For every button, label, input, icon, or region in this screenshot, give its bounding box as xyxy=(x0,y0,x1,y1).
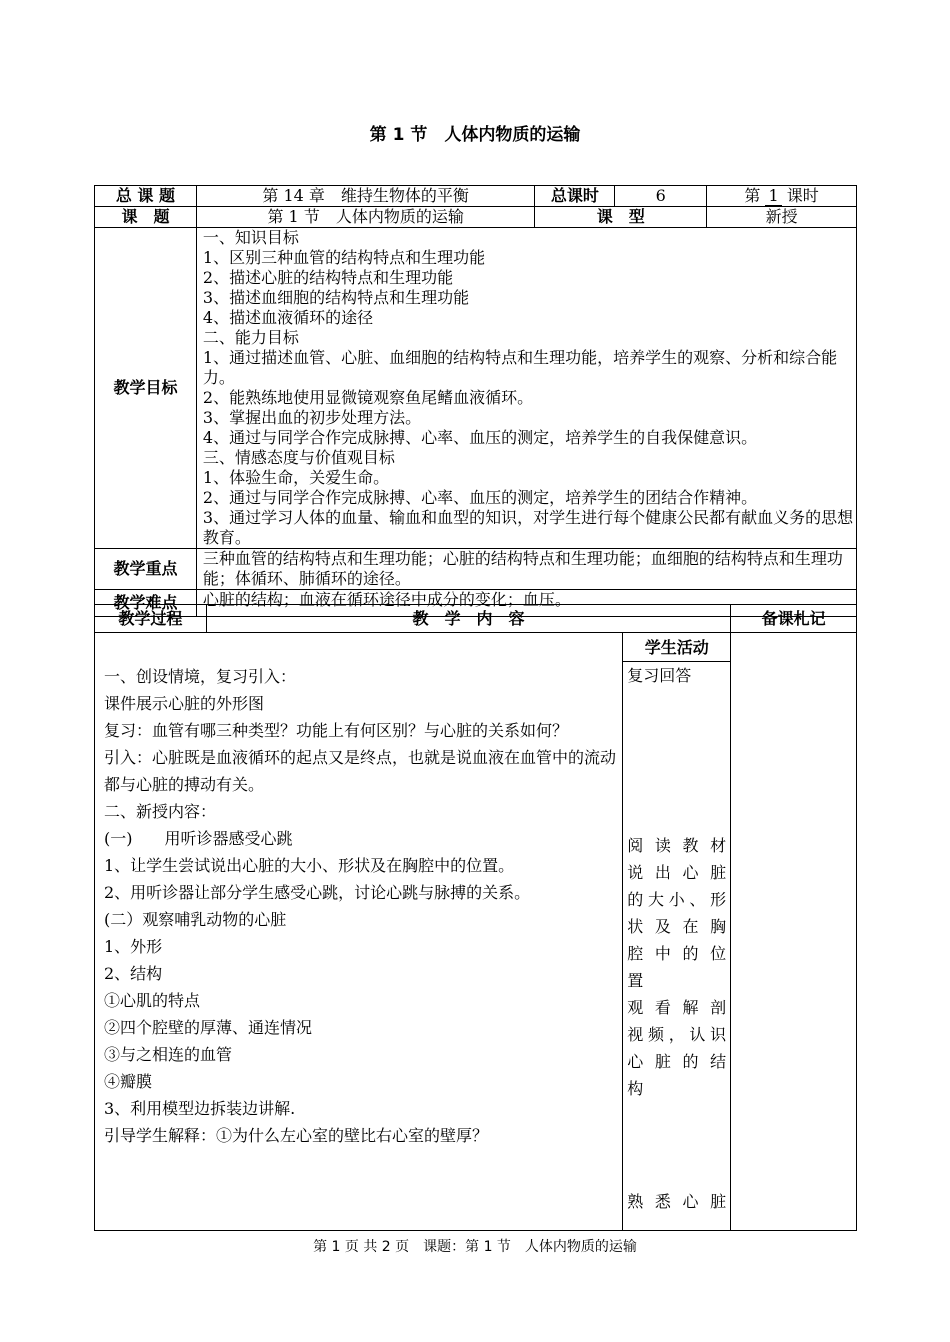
content-line: ①心肌的特点 xyxy=(104,991,201,1010)
topic-row xyxy=(95,207,857,228)
content-line: ③与之相连的血管 xyxy=(104,1045,233,1064)
objectives-label: 教学目标 xyxy=(95,228,197,549)
total-topic-label: 总 课 题 xyxy=(95,186,197,207)
content-line: (二）观察哺乳动物的心脏 xyxy=(104,910,287,929)
objective-line: 2、描述心脏的结构特点和生理功能 xyxy=(202,268,454,287)
total-topic-value: 第 14 章 维持生物体的平衡 xyxy=(196,186,535,207)
key-points-text: 三种血管的结构特点和生理功能；心脏的结构特点和生理功能；血细胞的结构特点和生理功能；体循环、肺循环的途径。 xyxy=(196,549,856,590)
document-title: 第 1 节 人体内物质的运输 xyxy=(369,125,581,145)
objectives-content xyxy=(196,228,856,549)
student-line: 状及在胸 xyxy=(627,916,727,936)
key-points-label: 教学重点 xyxy=(95,549,197,590)
lesson-suffix: 课时 xyxy=(786,186,819,205)
objective-line: 3、描述血细胞的结构特点和生理功能 xyxy=(202,288,470,307)
lesson-info-table xyxy=(94,185,857,617)
content-line: ④瓣膜 xyxy=(104,1072,153,1091)
content-line: 一、创设情境，复习引入： xyxy=(104,667,297,686)
type-value: 新授 xyxy=(707,207,857,228)
process-label: 教学过程 xyxy=(95,605,207,633)
student-line: 心脏的结 xyxy=(627,1051,727,1071)
objectives-row xyxy=(95,228,857,549)
content-line: 引导学生解释：①为什么左心室的壁比右心室的壁厚？ xyxy=(104,1126,489,1145)
total-hours-label: 总课时 xyxy=(535,186,615,207)
lesson-number-cell xyxy=(707,186,857,207)
objective-line: 三、情感态度与价值观目标 xyxy=(202,448,395,467)
student-line: 构 xyxy=(627,1078,644,1098)
objective-line: 3、通过学习人体的血量、输血和血型的知识，对学生进行每个健康公民都有献血义务的思想教育。 xyxy=(202,508,854,547)
student-activity-content xyxy=(623,662,731,1231)
student-activity-header-row xyxy=(95,633,857,662)
teaching-process-table xyxy=(94,604,857,1231)
student-line: 视频，认识 xyxy=(627,1024,727,1044)
notes-column xyxy=(731,633,857,1231)
topic-value: 第 1 节 人体内物质的运输 xyxy=(196,207,535,228)
total-topic-row xyxy=(95,186,857,207)
objective-line: 1、区别三种血管的结构特点和生理功能 xyxy=(202,248,486,267)
process-header-row xyxy=(95,605,857,633)
objective-line: 4、通过与同学合作完成脉搏、心率、血压的测定，培养学生的自我保健意识。 xyxy=(202,428,758,447)
objective-line: 3、掌握出血的初步处理方法。 xyxy=(202,408,422,427)
topic-label: 课 题 xyxy=(95,207,197,228)
objective-line: 1、通过描述血管、心脏、血细胞的结构特点和生理功能，培养学生的观察、分析和综合能力。 xyxy=(202,348,838,387)
type-label: 课 型 xyxy=(535,207,707,228)
page-footer: 第 1 页 共 2 页 课题：第 1 节 人体内物质的运输 xyxy=(313,1239,637,1255)
student-line: 阅读教材 xyxy=(627,835,727,855)
total-hours-value: 6 xyxy=(615,186,707,207)
objective-line: 4、描述血液循环的途径 xyxy=(202,308,374,327)
lesson-prefix: 第 xyxy=(744,186,761,205)
content-line: 复习：血管有哪三种类型？功能上有何区别？与心脏的关系如何？ xyxy=(104,721,569,740)
objective-line: 2、通过与同学合作完成脉搏、心率、血压的测定，培养学生的团结合作精神。 xyxy=(202,488,758,507)
student-line: 熟悉心脏 xyxy=(627,1191,727,1211)
content-line: ②四个腔壁的厚薄、通连情况 xyxy=(104,1018,313,1037)
student-activity-header: 学生活动 xyxy=(623,633,731,662)
notes-header: 备课札记 xyxy=(731,605,857,633)
objective-line: 二、能力目标 xyxy=(202,328,299,347)
objective-line: 2、能熟练地使用显微镜观察鱼尾鳍血液循环。 xyxy=(202,388,534,407)
content-line: 2、用听诊器让部分学生感受心跳，讨论心跳与脉搏的关系。 xyxy=(104,883,531,902)
content-line: 2、结构 xyxy=(104,964,163,983)
student-line: 观看解剖 xyxy=(627,997,727,1017)
difficulties-text: 心脏的结构；血液在循环途径中成分的变化；血压。 xyxy=(196,590,856,617)
lesson-number: 1 xyxy=(765,186,781,206)
content-line: 3、利用模型边拆装边讲解. xyxy=(104,1099,296,1118)
content-line: 1、让学生尝试说出心脏的大小、形状及在胸腔中的位置。 xyxy=(104,856,515,875)
student-line: 置 xyxy=(627,970,644,990)
key-points-row xyxy=(95,549,857,590)
content-header: 教 学 内 容 xyxy=(206,605,730,633)
difficulties-label: 教学难点 xyxy=(95,590,197,617)
content-line: 引入：心脏既是血液循环的起点又是终点，也就是说血液在血管中的流动都与心脏的搏动有关。 xyxy=(104,748,617,794)
student-line: 的大小、形 xyxy=(627,889,727,909)
student-line: 复习回答 xyxy=(627,666,692,685)
teaching-content xyxy=(95,633,623,1231)
content-line: 课件展示心脏的外形图 xyxy=(104,694,265,713)
content-line: 二、新授内容： xyxy=(104,802,217,821)
objective-line: 一、知识目标 xyxy=(202,228,299,247)
content-line: (一) 用听诊器感受心跳 xyxy=(104,829,293,848)
objective-line: 1、体验生命，关爱生命。 xyxy=(202,468,390,487)
content-line: 1、外形 xyxy=(104,937,163,956)
student-line: 说出心脏 xyxy=(627,862,727,882)
student-line: 腔中的位 xyxy=(627,943,727,963)
